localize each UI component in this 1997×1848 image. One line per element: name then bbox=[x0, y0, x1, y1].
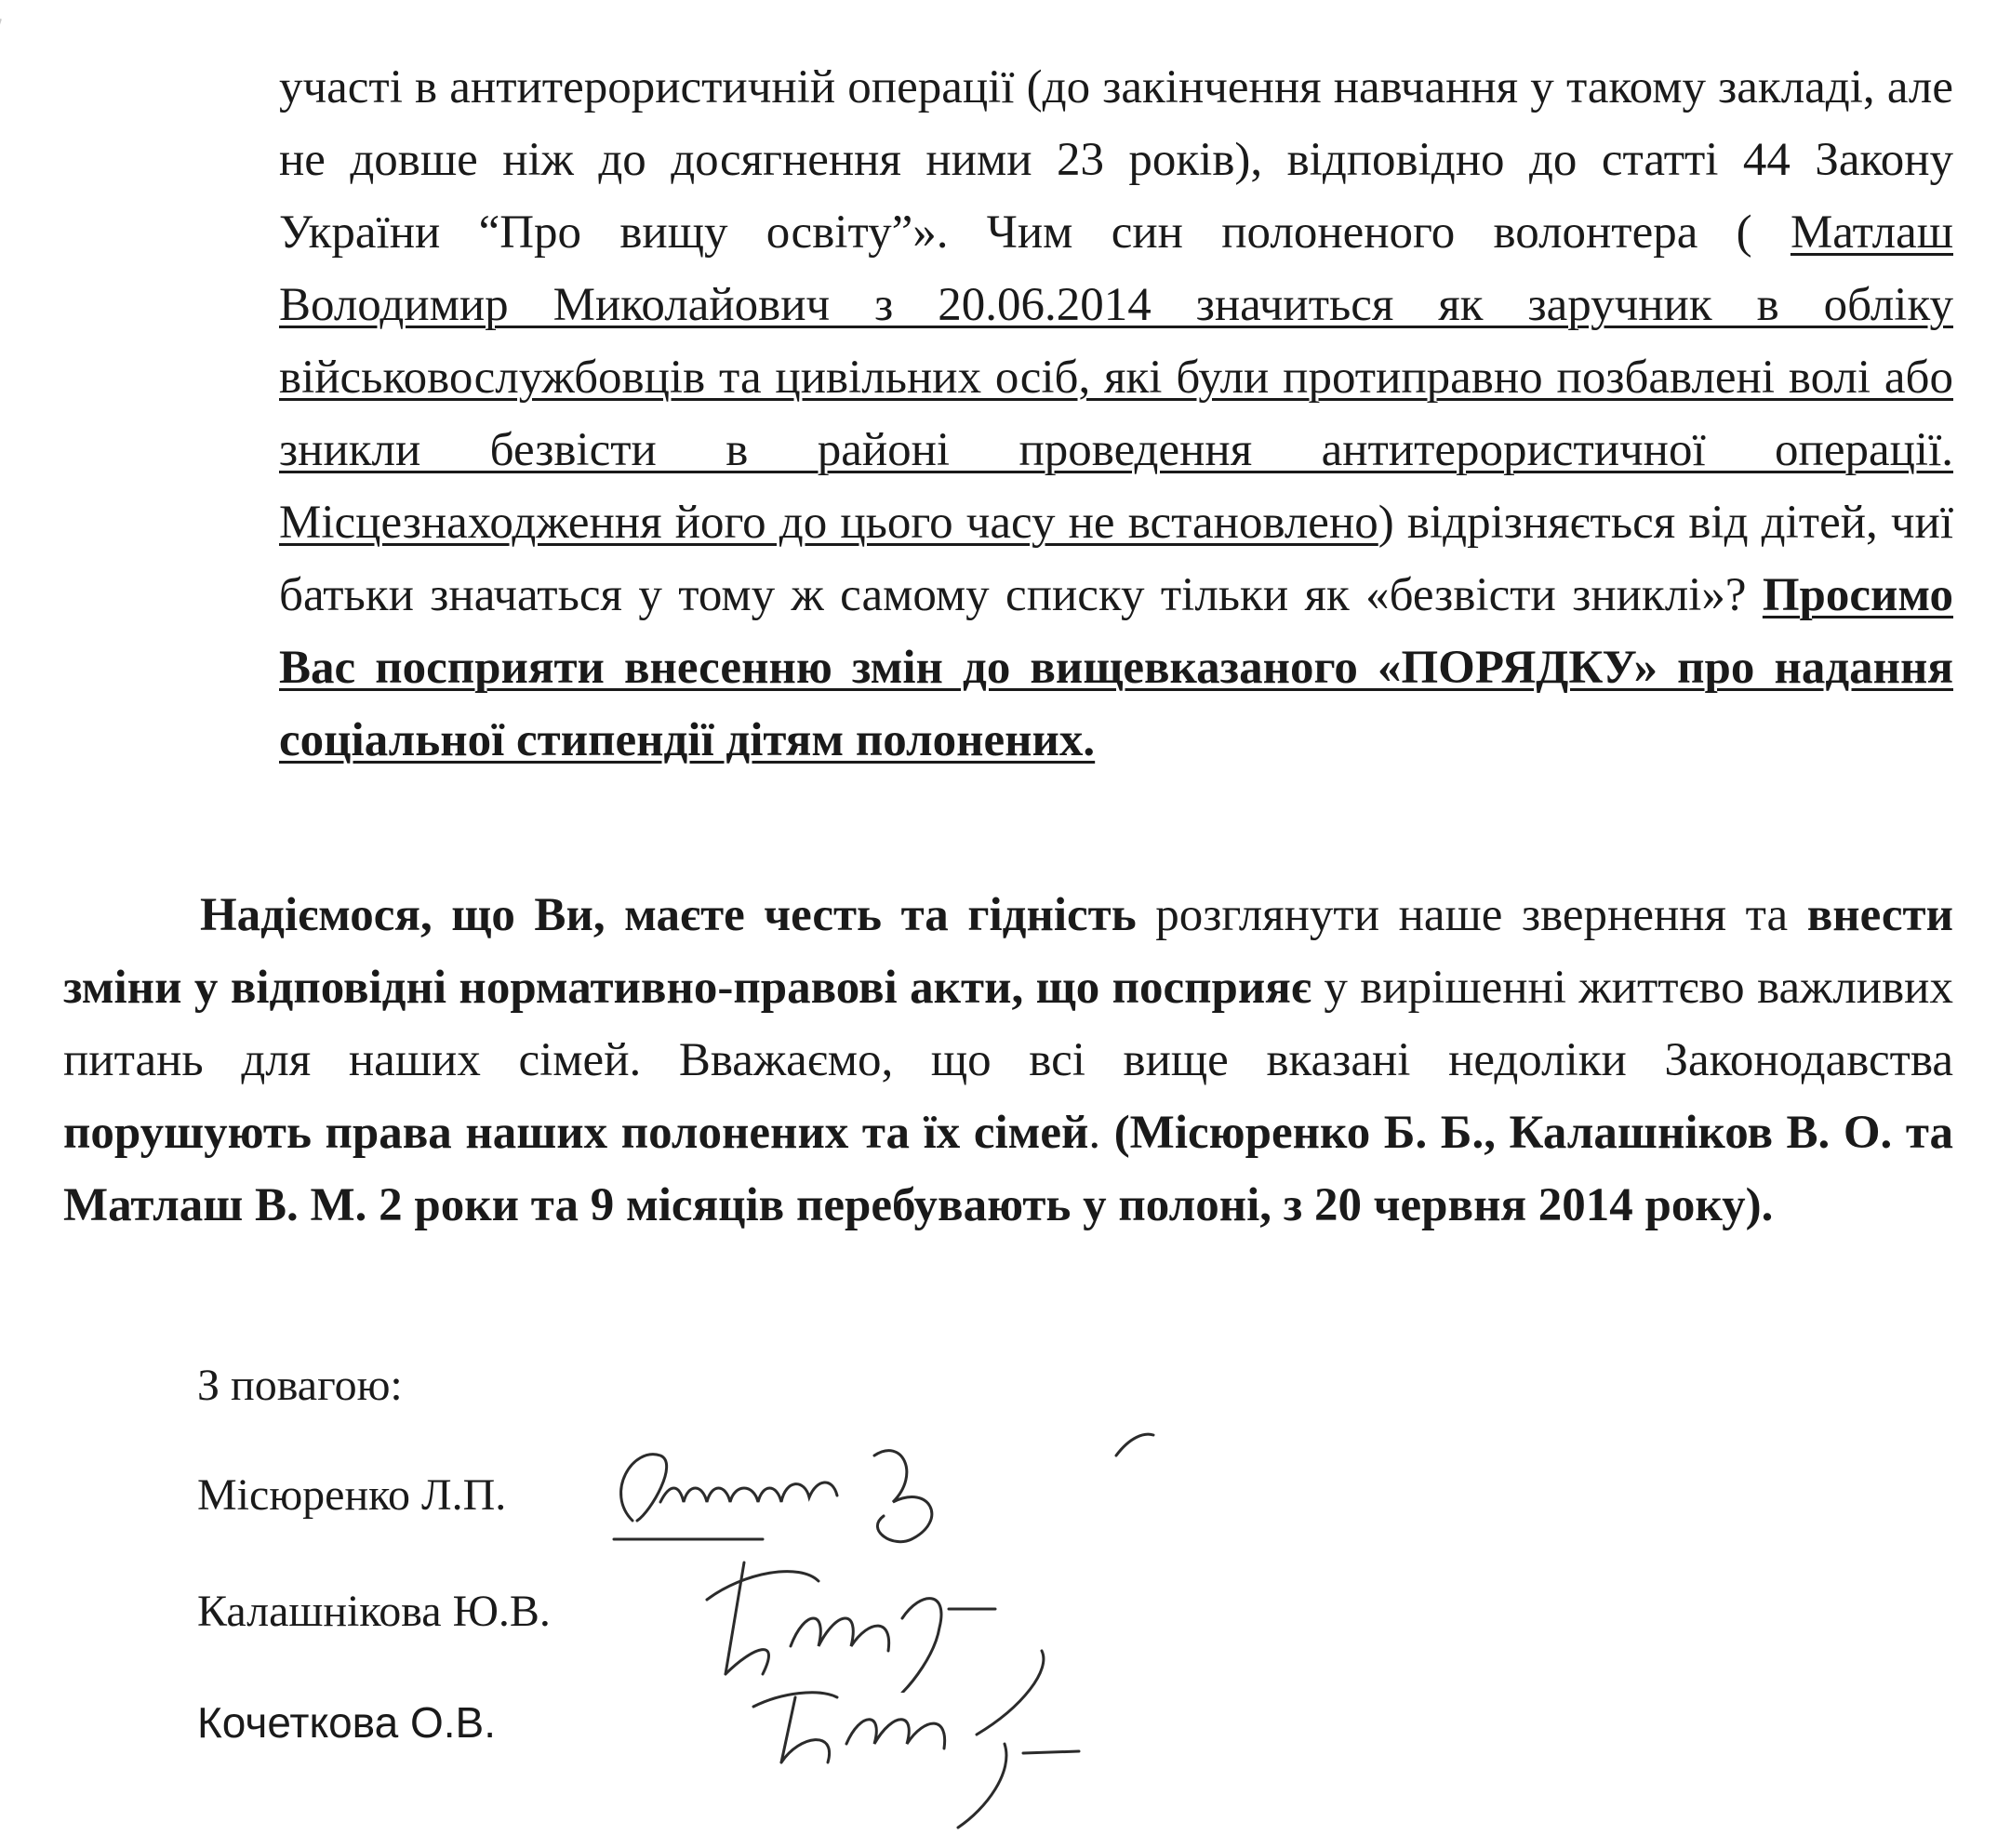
paragraph-hope-bold-3: порушують права наших полонених та їх сімей bbox=[63, 1107, 1089, 1159]
paragraph-hope-bold-1: Надіємося, що Ви, маєте честь та гідність bbox=[200, 889, 1137, 941]
paragraph-hope-text-3: . bbox=[1088, 1107, 1114, 1159]
paragraph-hope-bold-4: (Місюренко Б. Б., Калашніков В. О. та Матлаш В. М. 2 роки та 9 місяців перебувають у полоні, з 20 червня 2014 року). bbox=[63, 1107, 1953, 1231]
paragraph-request-text-b: ) відрізняється від дітей, чиї батьки значаться у тому ж самому списку тільки як «безвісти зниклі»? bbox=[279, 497, 1953, 621]
paragraph-request-underlined: Матлаш Володимир Миколайович з 20.06.2014 значиться як заручник в обліку військовослужбовців та цивільних осіб, які були протиправно позбавлені волі або зникли безвісти в районі проведення антитерористичної операції. Місцезнаходження його до цього часу не встановлено bbox=[279, 206, 1953, 549]
paragraph-hope bbox=[63, 879, 1953, 1242]
paragraph-request-text-a: участі в антитерористичній операції (до закінчення навчання у такому закладі, але не довше ніж до досягнення ними 23 років), відповідно до статті 44 Закону України “Про вищу освіту”». Чим син полоненого волонтера ( bbox=[279, 61, 1953, 259]
paragraph-hope-text-2: у вирішенні життєво важливих питань для наших сімей. Вважаємо, що всі вище вказані недоліки Законодавства bbox=[63, 962, 1953, 1086]
signer-name-3: Кочеткова О.В. bbox=[197, 1698, 496, 1747]
signature-3 bbox=[744, 1642, 1135, 1837]
paragraph-request-bold-underlined: Просимо Вас посприяти внесенню змін до вищевказаного «ПОРЯДКУ» про надання соціальної стипендії дітям полонених. bbox=[279, 569, 1953, 766]
closing-phrase: З повагою: bbox=[197, 1361, 403, 1410]
scan-edge-mark bbox=[0, 19, 37, 146]
paragraph-hope-bold-2: внести зміни у відповідні нормативно-правові акти, що посприяє bbox=[63, 889, 1953, 1014]
paragraph-request bbox=[279, 51, 1953, 777]
signer-name-2: Калашнікова Ю.В. bbox=[197, 1587, 551, 1636]
paragraph-hope-text-1: розглянути наше звернення та bbox=[1136, 889, 1807, 941]
signer-name-1: Місюренко Л.П. bbox=[197, 1470, 507, 1520]
